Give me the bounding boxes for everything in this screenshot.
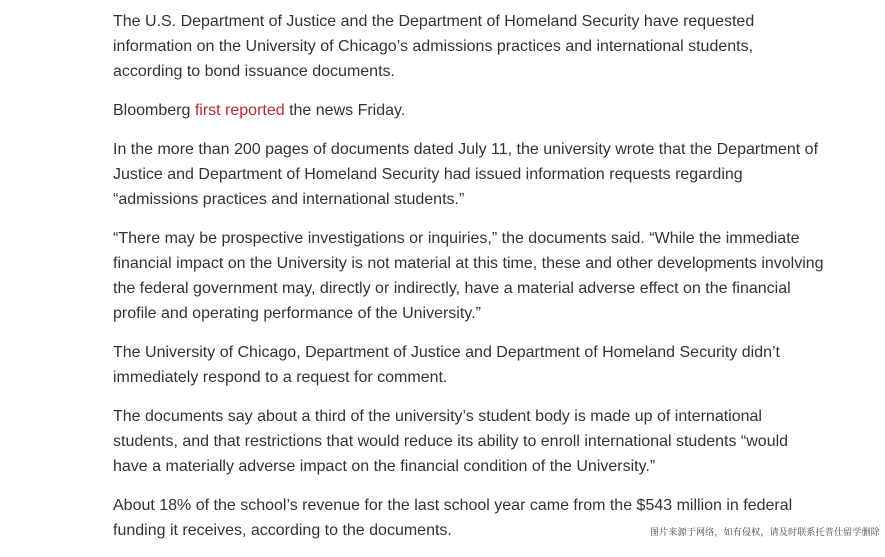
paragraph-1: The U.S. Department of Justice and the Department of Homeland Security have requested information on the University of Chicago’s admissions practices and international students, according to bond issuance documents. bbox=[113, 13, 755, 80]
paragraph-7: About 18% of the school’s revenue for the last school year came from the $543 million in federal funding it receives, according to the documents. bbox=[113, 497, 793, 539]
article-body bbox=[113, 9, 825, 557]
paragraph-5: The University of Chicago, Department of Justice and Department of Homeland Security didn’t immediately respond to a request for comment. bbox=[113, 344, 780, 386]
paragraph-4: “There may be prospective investigations or inquiries,” the documents said. “While the immediate financial impact on the University is not material at this time, these and other developments involving the federal government may, directly or indirectly, have a material adverse effect on the financial profile and operating performance of the University.” bbox=[113, 230, 824, 322]
paragraph-3: In the more than 200 pages of documents dated July 11, the university wrote that the Department of Justice and Department of Homeland Security had issued information requests regarding “admissions practices and international students.” bbox=[113, 141, 819, 208]
paragraph-2 bbox=[113, 98, 825, 123]
first-reported-link[interactable]: first reported bbox=[194, 102, 285, 119]
image-source-watermark: 图片来源于网络，如有侵权，请及时联系托普仕留学删除 bbox=[649, 527, 880, 537]
paragraph-2-before: Bloomberg bbox=[113, 102, 195, 119]
paragraph-2-after: the news Friday. bbox=[284, 102, 406, 119]
paragraph-6: The documents say about a third of the university’s student body is made up of international students, and that restrictions that would reduce its ability to enroll international students “would have a materially adverse impact on the financial condition of the University.” bbox=[113, 408, 789, 475]
